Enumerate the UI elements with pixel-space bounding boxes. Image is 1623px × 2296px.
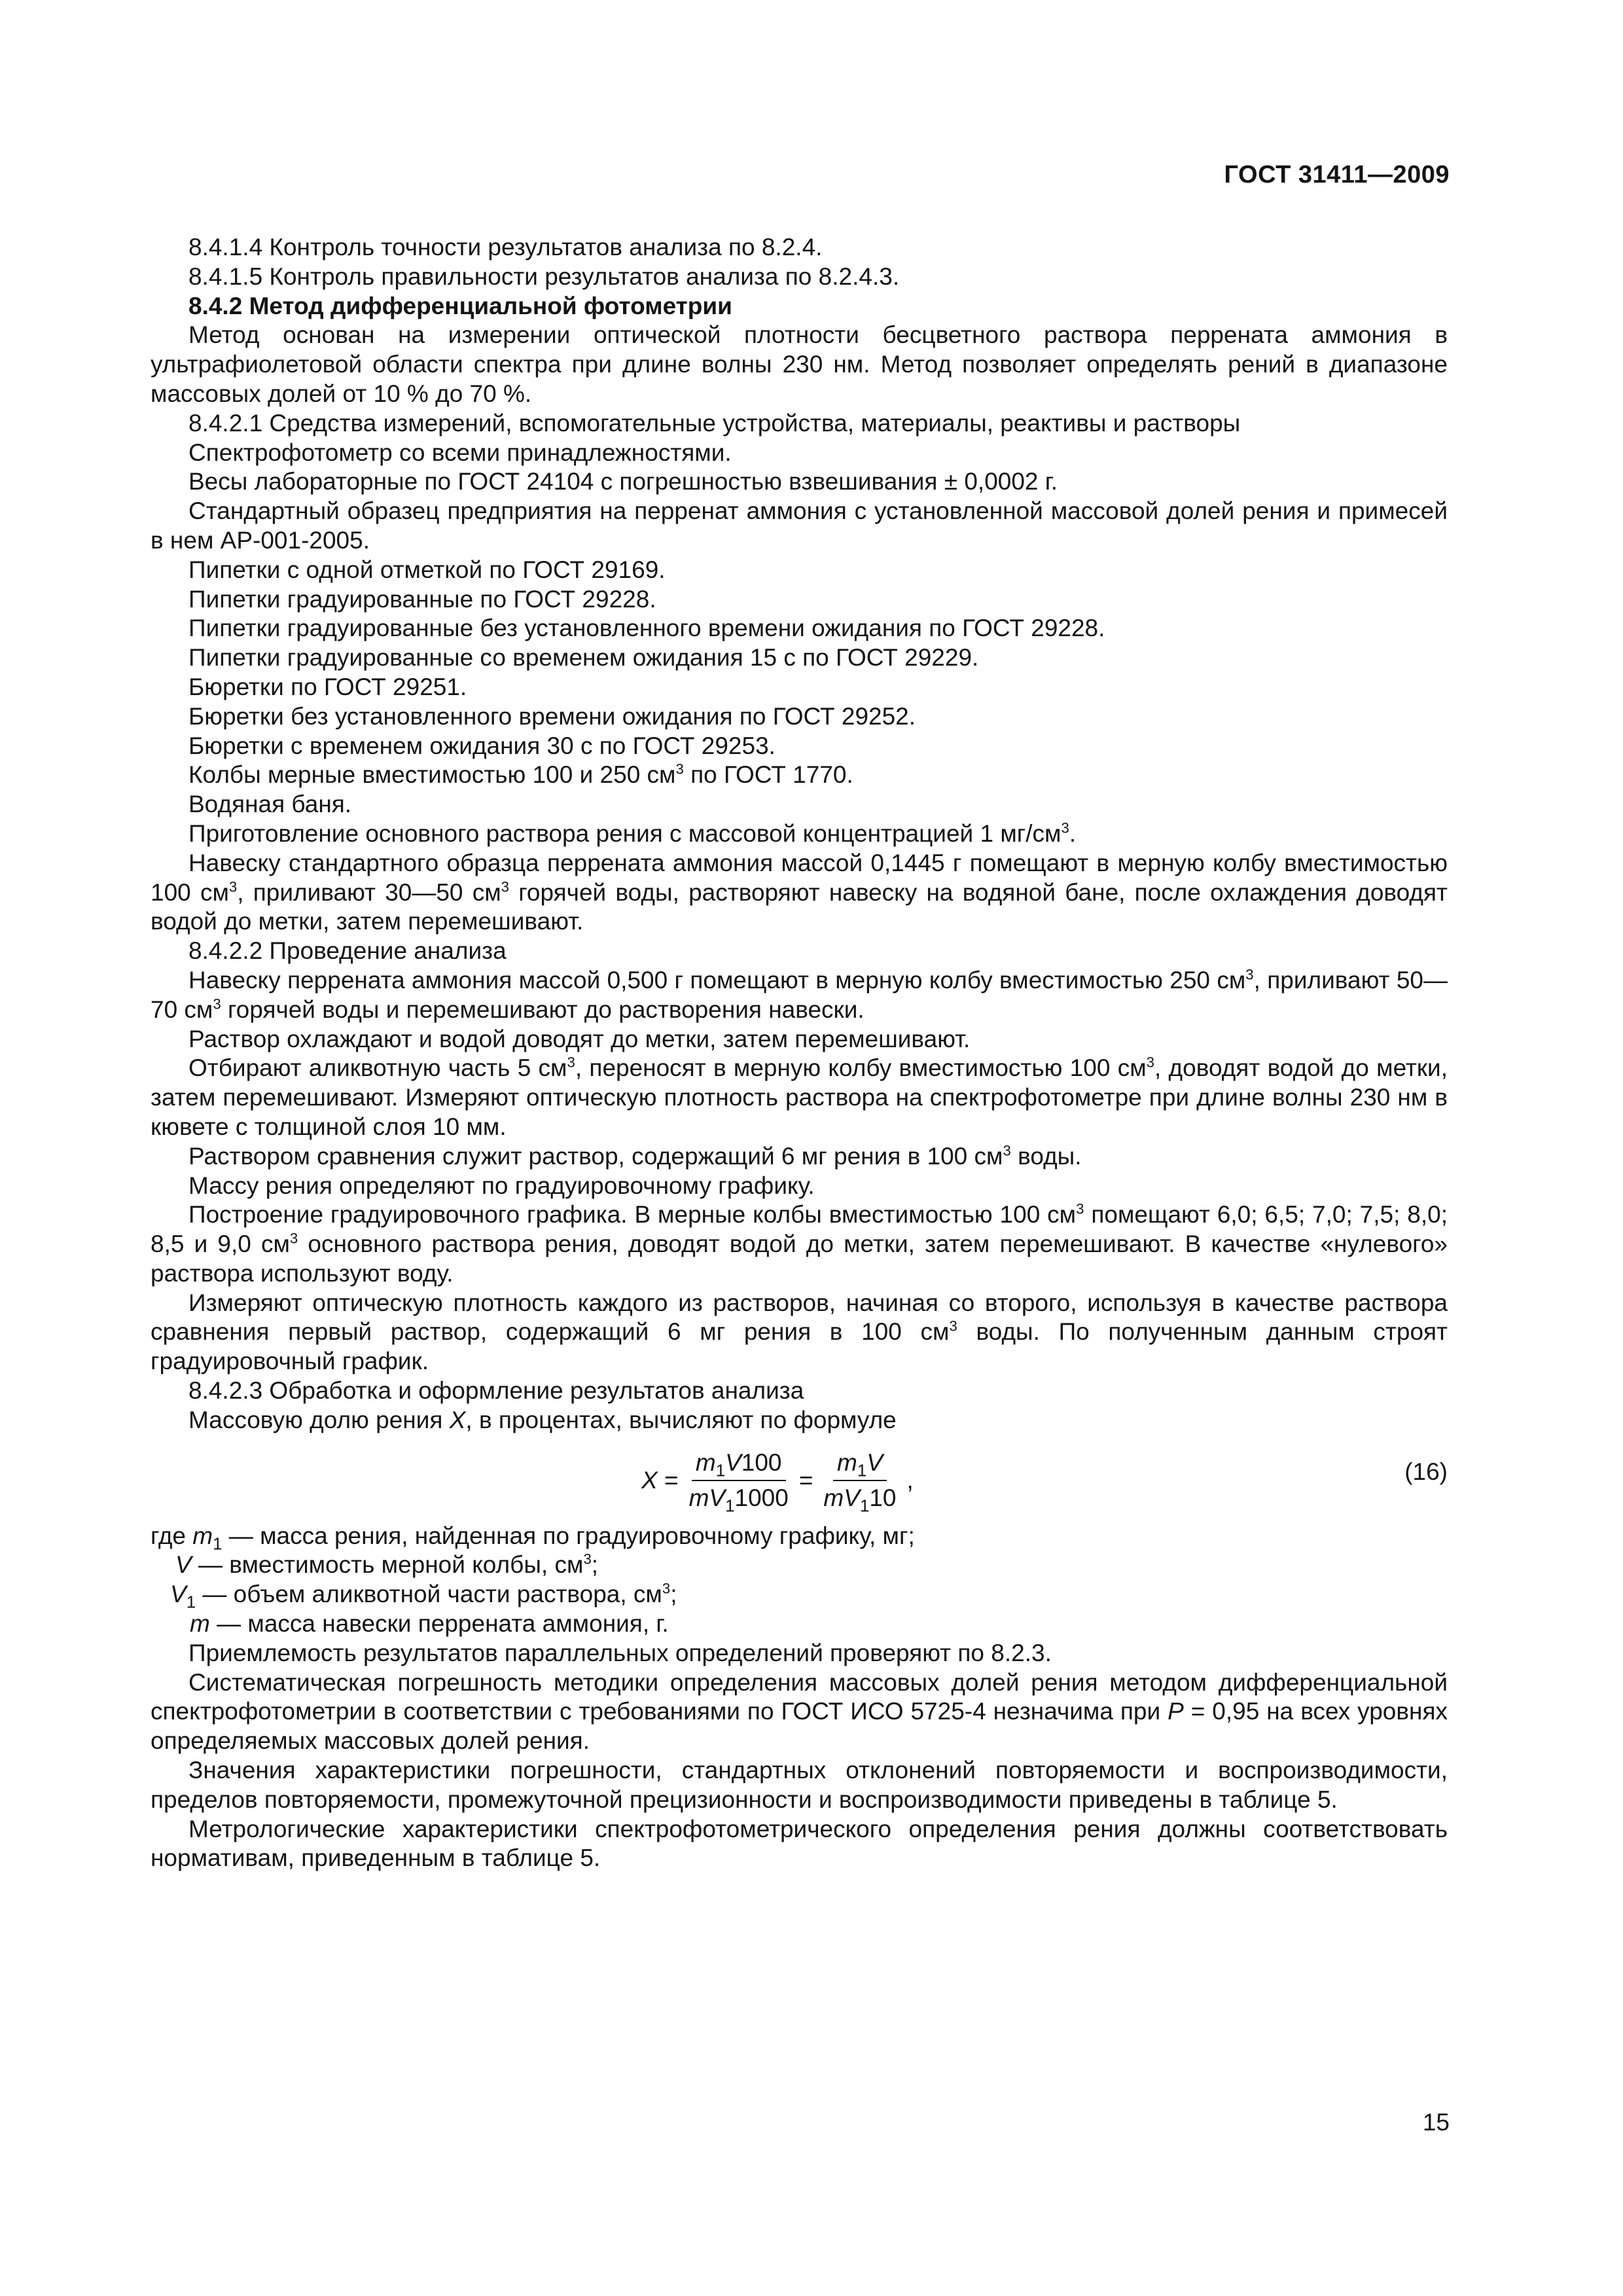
paragraph: Пипетки с одной отметкой по ГОСТ 29169.	[188, 556, 666, 583]
paragraph: Систематическая погрешность методики определения массовых долей рения методом дифференциальной спектрофотометрии в соответствии с требованиями по ГОСТ ИСО 5725-4 незначима при P = 0,95 на всех уровнях определяемых массовых долей рения.	[151, 1668, 1448, 1755]
paragraph: Приготовление основного раствора рения с массовой концентрацией 1 $мг/см^3$.	[188, 819, 1077, 847]
definition-m1: где $m_1$ — масса рения, найденная по градуировочному графику, мг;	[151, 1522, 915, 1554]
formula-expression: X = $\frac{m_1V100}{mV_11000}$ = $\frac{m_1V}{mV_110}$ ,	[641, 1448, 914, 1516]
paragraph: Пипетки градуированные со временем ожидания 15 с по ГОСТ 29229.	[188, 644, 979, 672]
paragraph: Колбы мерные вместимостью 100 и 250 $см^3$ по ГОСТ 1770.	[188, 761, 853, 789]
paragraph: Бюретки с временем ожидания 30 с по ГОСТ 29253.	[188, 732, 776, 759]
paragraph: Бюретки без установленного времени ожидания по ГОСТ 29252.	[188, 702, 916, 730]
paragraph: 8.4.1.5 Контроль правильности результатов анализа по 8.2.4.3.	[188, 262, 900, 290]
section-heading: 8.4.2 Метод дифференциальной фотометрии	[188, 292, 732, 319]
definition-v: V — вместимость мерной колбы, $см^3$;	[175, 1551, 599, 1579]
paragraph: Метрологические характеристики спектрофотометрического определения рения должны соответствовать нормативам, приведенным в таблице 5.	[151, 1815, 1448, 1872]
paragraph: Раствор охлаждают и водой доводят до метки, затем перемешивают.	[188, 1025, 971, 1052]
paragraph: Навеску перрената аммония массой 0,500 г помещают в мерную колбу вместимостью 250 $см^3$, приливают 50—70 $см^3$ горячей воды и перемешивают до растворения навески.	[151, 966, 1448, 1023]
paragraph: Весы лабораторные по ГОСТ 24104 с погрешностью взвешивания ± 0,0002 г.	[188, 468, 1058, 495]
paragraph: Приемлемость результатов параллельных определений проверяют по 8.2.3.	[188, 1639, 1052, 1666]
paragraph: Стандартный образец предприятия на перренат аммония с установленной массовой долей рения и примесей в нем АР-001-2005.	[151, 497, 1448, 554]
subsection-heading: 8.4.2.3 Обработка и оформление результатов анализа	[188, 1377, 804, 1405]
definition-v1: $V_1$ — объем аликвотной части раствора, $см^3$;	[170, 1580, 677, 1612]
paragraph: Массу рения определяют по градуировочному графику.	[188, 1172, 815, 1199]
paragraph: Массовую долю рения X, в процентах, вычисляют по формуле	[188, 1406, 897, 1433]
subsection-heading: 8.4.2.1 Средства измерений, вспомогательные устройства, материалы, реактивы и растворы	[188, 409, 1241, 437]
paragraph: Раствором сравнения служит раствор, содержащий 6 мг рения в 100 $см^3$ воды.	[188, 1142, 1082, 1170]
paragraph: Пипетки градуированные без установленного времени ожидания по ГОСТ 29228.	[188, 615, 1105, 642]
fraction-1: $\frac{m_1V100}{mV_11000}$	[688, 1448, 789, 1516]
document-code-header: ГОСТ 31411—2009	[1224, 161, 1450, 188]
subsection-heading: 8.4.2.2 Проведение анализа	[188, 937, 507, 965]
paragraph: Пипетки градуированные по ГОСТ 29228.	[188, 585, 656, 613]
paragraph: 8.4.1.4 Контроль точности результатов анализа по 8.2.4.	[188, 234, 823, 260]
formula-16	[151, 1444, 1448, 1516]
definition-m: m — масса навески перрената аммония, г.	[190, 1610, 669, 1638]
page-number: 15	[1422, 2109, 1450, 2136]
paragraph: Измеряют оптическую плотность каждого из растворов, начиная со второго, используя в качестве раствора сравнения первый раствор, содержащий 6 мг рения в 100 $см^3$ воды. По полученным данным строят градуировочный график.	[151, 1289, 1448, 1375]
paragraph: Бюретки по ГОСТ 29251.	[188, 673, 467, 700]
formula-number: (16)	[1404, 1458, 1448, 1485]
paragraph: Значения характеристики погрешности, стандартных отклонений повторяемости и воспроизводимости, пределов повторяемости, промежуточной прецизионности и воспроизводимости приведены в таблице 5.	[151, 1757, 1448, 1813]
paragraph: Отбирают аликвотную часть 5 $см^3$, переносят в мерную колбу вместимостью 100 $см^3$, доводят водой до метки, затем перемешивают. Измеряют оптическую плотность раствора на спектрофотометре при длине волны 230 нм в кювете с толщиной слоя 10 мм.	[151, 1054, 1448, 1140]
paragraph: Водяная баня.	[188, 791, 352, 818]
document-body	[151, 233, 1448, 1873]
fraction-2: $\frac{m_1V}{mV_110}$	[823, 1448, 897, 1516]
paragraph: Метод основан на измерении оптической плотности бесцветного раствора перрената аммония в ультрафиолетовой области спектра при длине волны 230 нм. Метод позволяет определять рений в диапазоне массовых долей от 10 % до 70 %.	[151, 321, 1448, 407]
paragraph: Построение градуировочного графика. В мерные колбы вместимостью 100 $см^3$ помещают 6,0; 6,5; 7,0; 7,5; 8,0; 8,5 и 9,0 $см^3$ основного раствора рения, доводят водой до метки, затем перемешивают. В качестве «нулевого» раствора используют воду.	[151, 1200, 1448, 1287]
paragraph: Навеску стандартного образца перрената аммония массой 0,1445 г помещают в мерную колбу вместимостью 100 $см^3$, приливают 30—50 $см^3$ горячей воды, растворяют навеску на водяной бане, после охлаждения доводят водой до метки, затем перемешивают.	[151, 849, 1448, 935]
formula-definitions	[151, 1522, 1448, 1639]
paragraph: Спектрофотометр со всеми принадлежностями.	[188, 439, 732, 466]
